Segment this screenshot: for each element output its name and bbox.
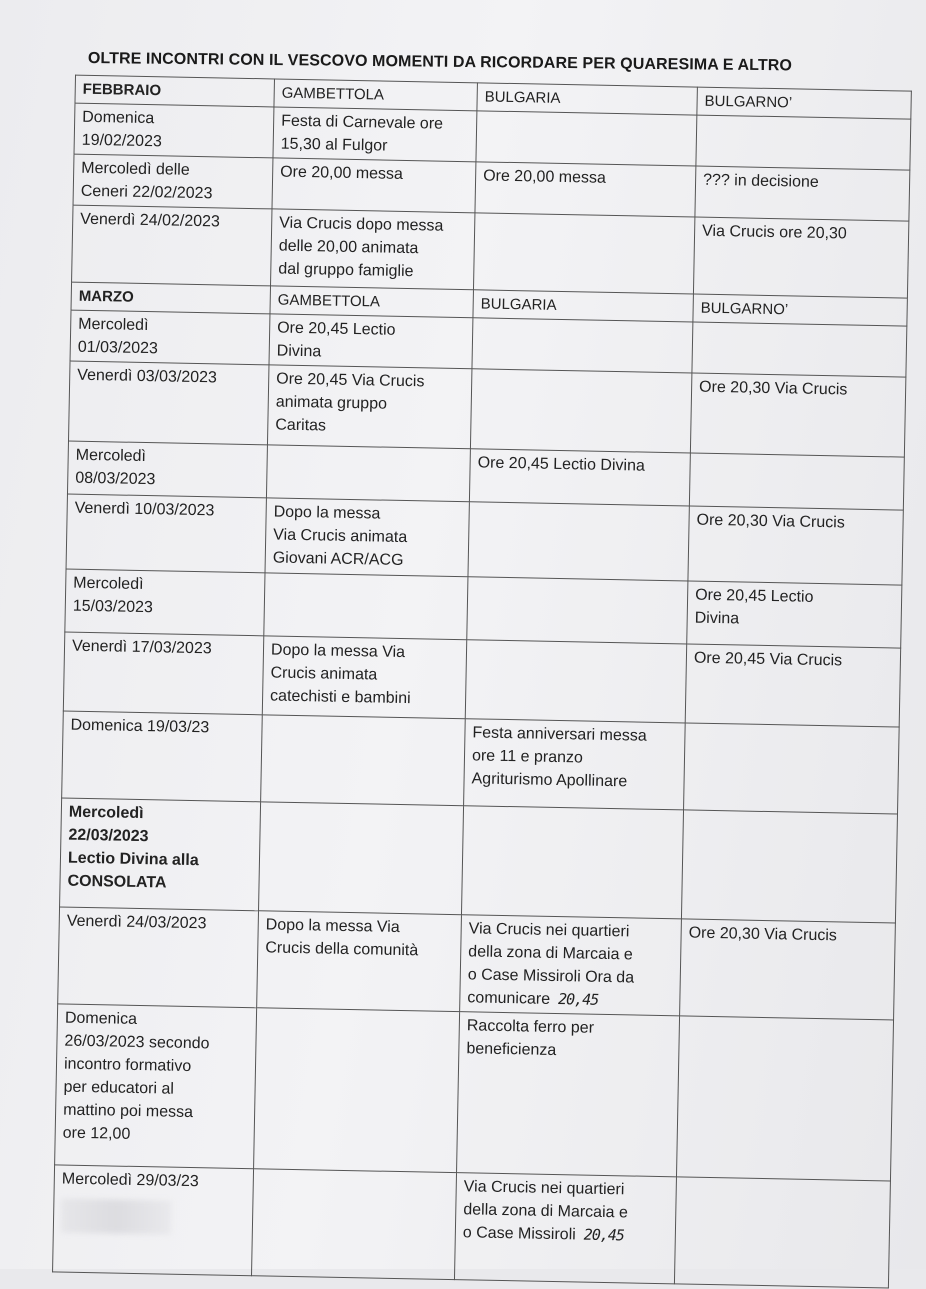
date-cell <box>63 632 263 715</box>
cell-line: catechisti e bambini <box>269 687 411 708</box>
cell-line: Agriturismo Apollinare <box>471 770 628 791</box>
cell-line: Domenica <box>82 108 155 128</box>
date-cell <box>68 361 268 445</box>
column-header: GAMBETTOLA <box>274 79 478 111</box>
bulgaria-cell <box>473 213 694 294</box>
column-header: MARZO <box>71 282 271 314</box>
handwritten-time: 20,45 <box>557 990 599 1009</box>
cell-line: Venerdì 24/02/2023 <box>80 210 221 231</box>
date-cell <box>60 798 261 911</box>
cell-line: Festa di Carnevale ore <box>281 112 444 133</box>
bulgarno-cell <box>695 166 910 221</box>
date-cell <box>70 310 270 365</box>
date-cell <box>62 711 263 802</box>
cell-line: CONSOLATA <box>67 872 167 892</box>
cell-line: o Case Missiroli Ora da <box>467 966 635 987</box>
bulgarno-cell <box>690 373 905 457</box>
cell-line: Festa anniversari messa <box>472 724 647 745</box>
cell-line: della zona di Marcaia e <box>463 1201 628 1222</box>
cell-line: Mercoledì <box>73 574 144 594</box>
date-cell <box>67 441 267 498</box>
date-cell <box>74 103 274 158</box>
cell-line: Dopo la messa Via <box>270 641 406 662</box>
column-header: BULGARNO’ <box>697 87 911 119</box>
bulgaria-cell <box>457 1012 680 1177</box>
gambettola-cell <box>265 498 469 577</box>
cell-line: comunicare 20,45 <box>467 989 599 1009</box>
cell-line: Ore 20,45 Lectio <box>694 586 814 606</box>
gambettola-cell <box>266 445 470 502</box>
cell-line: 15,30 al Fulgor <box>280 135 388 155</box>
cell-line: Dopo la messa <box>273 503 381 523</box>
bulgarno-cell <box>684 723 900 814</box>
bulgaria-cell <box>468 502 689 581</box>
cell-line: 15/03/2023 <box>72 597 154 617</box>
cell-line: Mercoledì <box>68 803 144 823</box>
table-row <box>58 907 896 1020</box>
cell-line: Via Crucis ore 20,30 <box>701 222 847 243</box>
cell-line: dal gruppo famiglie <box>278 260 414 281</box>
column-header: BULGARIA <box>473 290 693 322</box>
gambettola-cell <box>254 1008 460 1173</box>
gambettola-cell <box>259 802 464 915</box>
bulgaria-cell <box>464 719 686 810</box>
cell-line: Raccolta ferro per <box>466 1017 595 1037</box>
date-cell <box>66 494 266 573</box>
date-cell <box>55 1004 257 1169</box>
cell-line: Ore 20,45 Lectio <box>277 319 396 339</box>
cell-line: Via Crucis animata <box>273 526 408 547</box>
cell-line: Via Crucis nei quartieri <box>463 1178 625 1199</box>
bulgarno-cell <box>696 115 911 170</box>
cell-line: della zona di Marcaia e <box>468 943 633 964</box>
cell-line: incontro formativo <box>63 1055 192 1076</box>
cell-line: Dopo la messa Via <box>265 916 400 936</box>
cell-line: Via Crucis dopo messa <box>279 214 444 235</box>
cell-line: Lectio Divina alla <box>67 849 199 870</box>
bulgaria-cell <box>476 111 697 166</box>
gambettola-cell <box>257 911 462 1012</box>
cell-line: o Case Missiroli 20,45 <box>462 1224 625 1245</box>
cell-line: Ore 20,45 Via Crucis <box>693 649 843 670</box>
cell-line: Caritas <box>275 416 327 435</box>
bulgarno-cell <box>674 1177 890 1288</box>
bulgarno-cell <box>687 581 902 648</box>
cell-line: Ore 20,45 Via Crucis <box>276 370 425 391</box>
cell-line: animata gruppo <box>275 393 388 413</box>
bulgaria-cell <box>470 369 691 453</box>
cell-line: 08/03/2023 <box>75 469 156 489</box>
cell-line: Mercoledì <box>75 446 147 466</box>
cell-line: Ore 20,00 messa <box>280 163 404 183</box>
table-row <box>53 1165 891 1288</box>
cell-line: 26/03/2023 secondo <box>64 1032 210 1053</box>
cell-line: Mercoledì delle <box>81 159 190 179</box>
document-title: OLTRE INCONTRI CON IL VESCOVO MOMENTI DA RICORDARE PER QUARESIMA E ALTRO <box>87 50 793 75</box>
gambettola-cell <box>264 573 468 640</box>
cell-line: 01/03/2023 <box>77 338 159 358</box>
bulgarno-cell <box>692 322 907 377</box>
bulgaria-cell <box>472 318 693 373</box>
cell-line: Mercoledì <box>78 315 149 335</box>
bulgarno-cell <box>676 1016 893 1181</box>
bulgaria-cell <box>475 162 696 217</box>
column-header: BULGARNO’ <box>693 294 907 326</box>
bulgaria-cell <box>465 640 686 723</box>
cell-line: mattino poi messa <box>62 1101 194 1122</box>
cell-line: ore 11 e pranzo <box>471 747 584 767</box>
table-row <box>60 798 898 923</box>
bulgarno-cell <box>689 453 904 510</box>
cell-line: Ore 20,30 Via Crucis <box>698 378 848 399</box>
bulgarno-cell <box>688 506 903 585</box>
gambettola-cell <box>271 209 475 290</box>
cell-line: Ore 20,45 Lectio Divina <box>477 454 645 475</box>
date-cell <box>53 1165 254 1276</box>
cell-line: ??? in decisione <box>702 171 819 191</box>
cell-line: ore 12,00 <box>62 1124 131 1143</box>
cell-line: Venerdì 03/03/2023 <box>77 366 218 387</box>
bulgarno-cell <box>693 217 908 298</box>
cell-line: Venerdì 10/03/2023 <box>74 499 215 520</box>
bulgarno-cell <box>681 810 897 923</box>
cell-line: Via Crucis nei quartieri <box>468 920 630 941</box>
table-row <box>62 711 900 814</box>
redacted-area <box>61 1199 172 1235</box>
date-cell <box>73 154 273 209</box>
gambettola-cell <box>261 715 466 806</box>
cell-line: Ore 20,30 Via Crucis <box>696 511 845 532</box>
cell-line: delle 20,00 animata <box>278 237 419 258</box>
cell-line: Ceneri 22/02/2023 <box>80 182 213 203</box>
bulgaria-cell <box>467 577 688 644</box>
cell-line: per educatori al <box>63 1078 175 1098</box>
date-cell <box>72 205 272 286</box>
gambettola-cell <box>273 107 477 162</box>
cell-line: Divina <box>276 342 322 361</box>
cell-line: Crucis della comunità <box>265 939 419 960</box>
cell-line: Domenica <box>64 1009 138 1028</box>
cell-line: Crucis animata <box>270 664 378 684</box>
bulgaria-cell <box>460 915 682 1016</box>
gambettola-cell <box>252 1169 457 1280</box>
cell-line: Ore 20,00 messa <box>482 167 607 187</box>
bulgaria-cell <box>461 806 683 919</box>
cell-line: Ore 20,30 Via Crucis <box>688 924 838 945</box>
date-cell <box>58 907 259 1008</box>
column-header: GAMBETTOLA <box>270 286 474 318</box>
cell-line: Mercoledì 29/03/23 <box>61 1170 199 1191</box>
cell-line: 19/02/2023 <box>81 131 163 151</box>
cell-line: Divina <box>694 609 740 628</box>
schedule-table <box>52 75 912 1289</box>
cell-line: 22/03/2023 <box>68 826 149 846</box>
column-header: BULGARIA <box>477 83 697 115</box>
schedule-body <box>53 75 912 1288</box>
gambettola-cell <box>262 636 466 719</box>
bulgaria-cell <box>469 449 690 506</box>
date-cell <box>65 569 265 636</box>
cell-line: Giovani ACR/ACG <box>272 549 404 570</box>
gambettola-cell <box>269 314 473 369</box>
table-row <box>55 1004 894 1181</box>
handwritten-time: 20,45 <box>583 1225 625 1245</box>
cell-line: Domenica 19/03/23 <box>70 716 210 737</box>
cell-line: Venerdì 17/03/2023 <box>71 637 212 658</box>
bulgarno-cell <box>680 919 896 1020</box>
column-header: FEBBRAIO <box>75 75 275 107</box>
cell-line: Venerdì 24/03/2023 <box>66 912 207 933</box>
bulgaria-cell <box>454 1173 676 1284</box>
cell-line: beneficienza <box>466 1040 557 1060</box>
bulgarno-cell <box>685 644 900 727</box>
gambettola-cell <box>267 365 471 449</box>
gambettola-cell <box>272 158 476 213</box>
